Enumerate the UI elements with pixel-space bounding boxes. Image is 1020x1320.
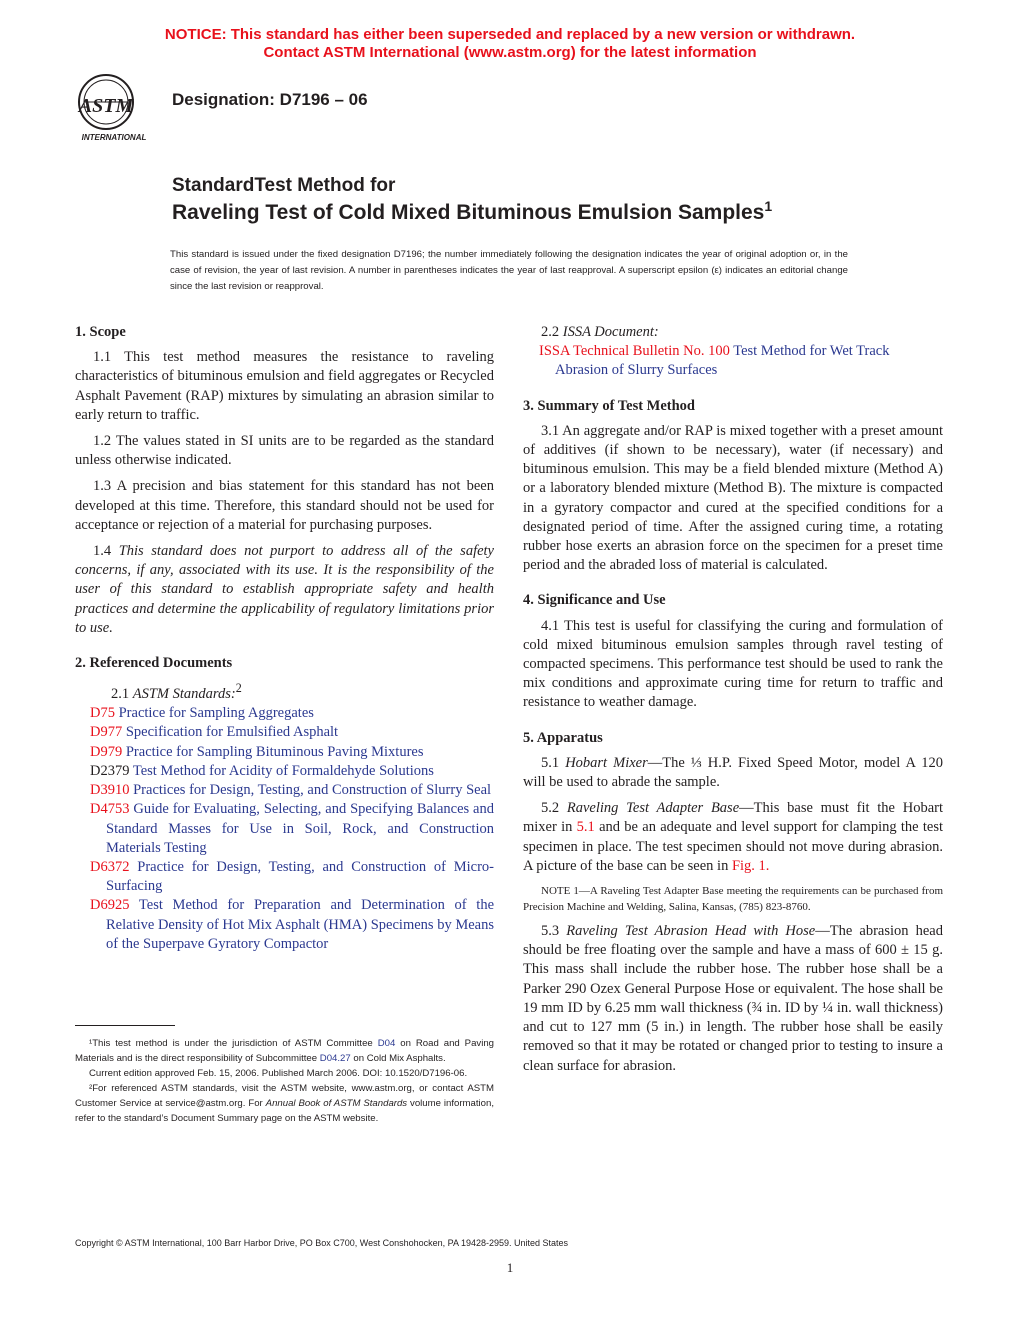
section-2-1-label: ASTM Standards: [132,686,236,703]
para-5-2-text-b: and be an adequate and level support for clamping the test specimen in place. The test specimen should not move during abrasion. A picture of the base can be seen in [523,819,944,874]
para-5-1-label: Hobart Mixer [565,754,648,771]
footnote-1-text-c: on Cold Mix Asphalts. [353,1053,446,1064]
title-text: Raveling Test of Cold Mixed Bituminous Emulsion Samples [172,201,765,224]
para-5-2-number: 5.2 [541,800,560,817]
reference-d2379[interactable] [75,762,494,781]
para-5-3-label: Raveling Test Abrasion Head with Hose [566,923,816,940]
issa-title[interactable]: Test Method for Wet Track Abrasion of Slurry Surfaces [555,343,890,379]
section-2-1-sup: 2 [235,681,242,696]
ref-title[interactable]: Test Method for Preparation and Determination of the Relative Density of Hot Mix Asphalt (HMA) Specimens by Means of the Superpave Gyratory Compactor [106,897,495,952]
footnote-2-text-a: ²For referenced ASTM standards, visit the ASTM website, www.astm.org, or contact ASTM Customer Service at service@astm.org. For [75,1083,494,1109]
para-5-2-label: Raveling Test Adapter Base [566,800,740,817]
footnote-divider [75,1025,175,1026]
designation: Designation: D7196 – 06 [172,90,368,109]
committee-d04-link[interactable]: D04 [377,1038,396,1049]
para-1-1: 1.1 This test method measures the resistance to raveling characteristics of bituminous emulsion and field aggregates or Recycled Asphalt Pavement (RAP) mixtures by simulating an abrasion similar to early return to traffic. [75,349,494,423]
ref-code[interactable]: D4753 [90,801,130,818]
ref-code[interactable]: D3910 [90,782,130,799]
ref-code[interactable]: D979 [90,743,123,760]
section-1-heading: 1. Scope [75,324,126,340]
para-1-2: 1.2 The values stated in SI units are to be regarded as the standard unless otherwise indicated. [75,433,494,469]
notice-line-2: Contact ASTM International (www.astm.org) for the latest information [263,44,757,61]
para-5-3-text: —The abrasion head should be free floating over the sample and have a mass of 600 ± 15 g. This mass shall include the rubber hose. The rubber hose shall be a Parker 290 Ozex General Purpose Hose or equivalent. The hose shall be 19 mm ID by 6.25 mm wall thickness (¾ in. ID by ¼ in. wall thickness) and cut to 127 mm (5 in.) in length. The rubber hose shall be easily removed so that it may be rotated or changed prior to testing to insure a clean surface for abrasion. [523,923,943,1074]
section-5-heading: 5. Apparatus [523,729,603,746]
section-4-heading: 4. Significance and Use [523,592,666,609]
right-column [523,323,943,1083]
para-1-4-number: 1.4 [93,543,112,560]
para-3-1: 3.1 An aggregate and/or RAP is mixed together with a preset amount of additives (if shown to be necessary), water (if necessary) and bituminous emulsion. This may be a field blended mixture (Method A) or a laboratory blended mixture (Method B). The mixture is compacted in a gyratory compactor and cured at the specified conditions for a designated period of time. After the assigned curing time, a rotating rubber hose exerts an abrasion force on the specimen for a preset time period and the abraded loss of material is calculated. [523,422,943,574]
ref-title[interactable]: Guide for Evaluating, Selecting, and Specifying Balances and Standard Masses for Use in Soil, Rock, and Construction Materials Testing [106,801,494,856]
notice-banner [0,26,1020,62]
para-5-2-text-a: —This base must fit the Hobart mixer in [523,800,943,836]
title-line-2 [172,198,772,225]
title-line-1: StandardTest Method for [172,175,396,196]
logo-subtext: INTERNATIONAL [81,133,147,142]
reference-issa-tb100[interactable] [523,342,943,380]
figure-1-link[interactable]: Fig. 1. [731,857,770,874]
para-5-1 [523,754,943,792]
copyright: Copyright © ASTM International, 100 Barr Harbor Drive, PO Box C700, West Conshohocken, PA 19428-2959. United States [75,1238,569,1248]
astm-logo-icon [70,72,162,144]
section-2-2-number: 2.2 [541,324,560,340]
ref-code[interactable]: D6372 [90,858,130,875]
para-5-2 [523,799,943,876]
reference-d3910[interactable] [75,781,494,800]
para-1-4 [75,542,494,638]
ref-title[interactable]: Practice for Sampling Aggregates [118,705,314,722]
ref-title[interactable]: Specification for Emulsified Asphalt [125,724,339,741]
ref-title[interactable]: Practice for Design, Testing, and Construction of Micro-Surfacing [106,858,495,895]
section-3-heading: 3. Summary of Test Method [523,397,695,414]
footnotes [75,1036,494,1126]
section-2-1 [75,679,494,704]
section-2-2-label: ISSA Document: [562,324,659,340]
section-2-1-number: 2.1 [111,686,130,703]
left-column [75,323,494,954]
para-4-1: 4.1 This test is useful for classifying the curing and formulation of cold mixed bituminous emulsion samples through ravel testing of compacted specimens. This performance test should be used to rank the mix conditions and approximate curing time for return to traffic and resistance to weather damage. [523,617,943,711]
ref-title[interactable]: Practice for Sampling Bituminous Paving Mixtures [125,743,424,760]
ref-title[interactable]: Practices for Design, Testing, and Construction of Slurry Seal [133,782,492,799]
para-5-3 [523,922,943,1076]
note-1: NOTE 1—A Raveling Test Adapter Base meeting the requirements can be purchased from Precision Machine and Welding, Salina, Kansas, (785) 823-8760. [523,885,943,914]
para-5-1-number: 5.1 [541,754,560,771]
footnote-2-text-b: volume information, refer to the standard’s Document Summary page on the ASTM website. [75,1098,494,1124]
reference-d6372[interactable] [75,858,494,896]
footnote-1-text-b: on Road and Paving Materials and is the direct responsibility of Subcommittee [75,1038,494,1064]
section-5-1-link[interactable]: 5.1 [576,819,595,836]
logo-text: ASTM [78,95,134,117]
subcommittee-d04-27-link[interactable]: D04.27 [319,1053,351,1064]
para-1-4-text: This standard does not purport to address all of the safety concerns, if any, associated with its use. It is the responsibility of the user of this standard to establish appropriate safety and health practices and determine the applicability of regulatory limitations prior to use. [75,543,494,636]
reference-d75[interactable] [75,704,494,723]
section-2-heading: 2. Referenced Documents [75,655,233,672]
footnote-1-text-a: ¹This test method is under the jurisdiction of ASTM Committee [89,1038,373,1049]
ref-code[interactable]: D977 [90,724,123,741]
reference-d4753[interactable] [75,800,494,858]
footnote-1 [75,1036,494,1066]
para-5-3-number: 5.3 [541,923,560,940]
footnote-2-italic: Annual Book of ASTM Standards [265,1098,408,1109]
notice-line-1: NOTICE: This standard has either been superseded and replaced by a new version or withdrawn. [164,26,856,43]
reference-d977[interactable] [75,723,494,742]
reference-d6925[interactable] [75,896,494,954]
ref-code[interactable]: D6925 [90,897,130,914]
reference-d979[interactable] [75,743,494,762]
issa-code[interactable]: ISSA Technical Bulletin No. 100 [539,343,730,360]
para-1-3: 1.3 A precision and bias statement for this standard has not been developed at this time. Therefore, this standard should not be used for acceptance or rejection of a material for purchasing purposes. [75,478,494,533]
intro-paragraph: This standard is issued under the fixed designation D7196; the number immediately following the designation indicates the year of original adoption or, in the case of revision, the year of last revision. A number in parentheses indicates the year of last reapproval. A superscript epsilon (ε) indicates an editorial change since the last revision or reapproval. [170,249,848,292]
para-5-1-text: —The ⅓ H.P. Fixed Speed Motor, model A 120 will be used to abrade the sample. [523,754,943,791]
ref-title[interactable]: Test Method for Acidity of Formaldehyde Solutions [132,762,434,779]
ref-code: D2379 [90,762,130,779]
page-number: 1 [506,1260,514,1275]
ref-code[interactable]: D75 [90,705,115,722]
footnote-1-edition: Current edition approved Feb. 15, 2006. Published March 2006. DOI: 10.1520/D7196-06. [89,1068,468,1079]
section-2-2 [523,323,943,342]
footnote-2 [75,1081,494,1126]
title-footnote-mark: 1 [764,198,773,214]
